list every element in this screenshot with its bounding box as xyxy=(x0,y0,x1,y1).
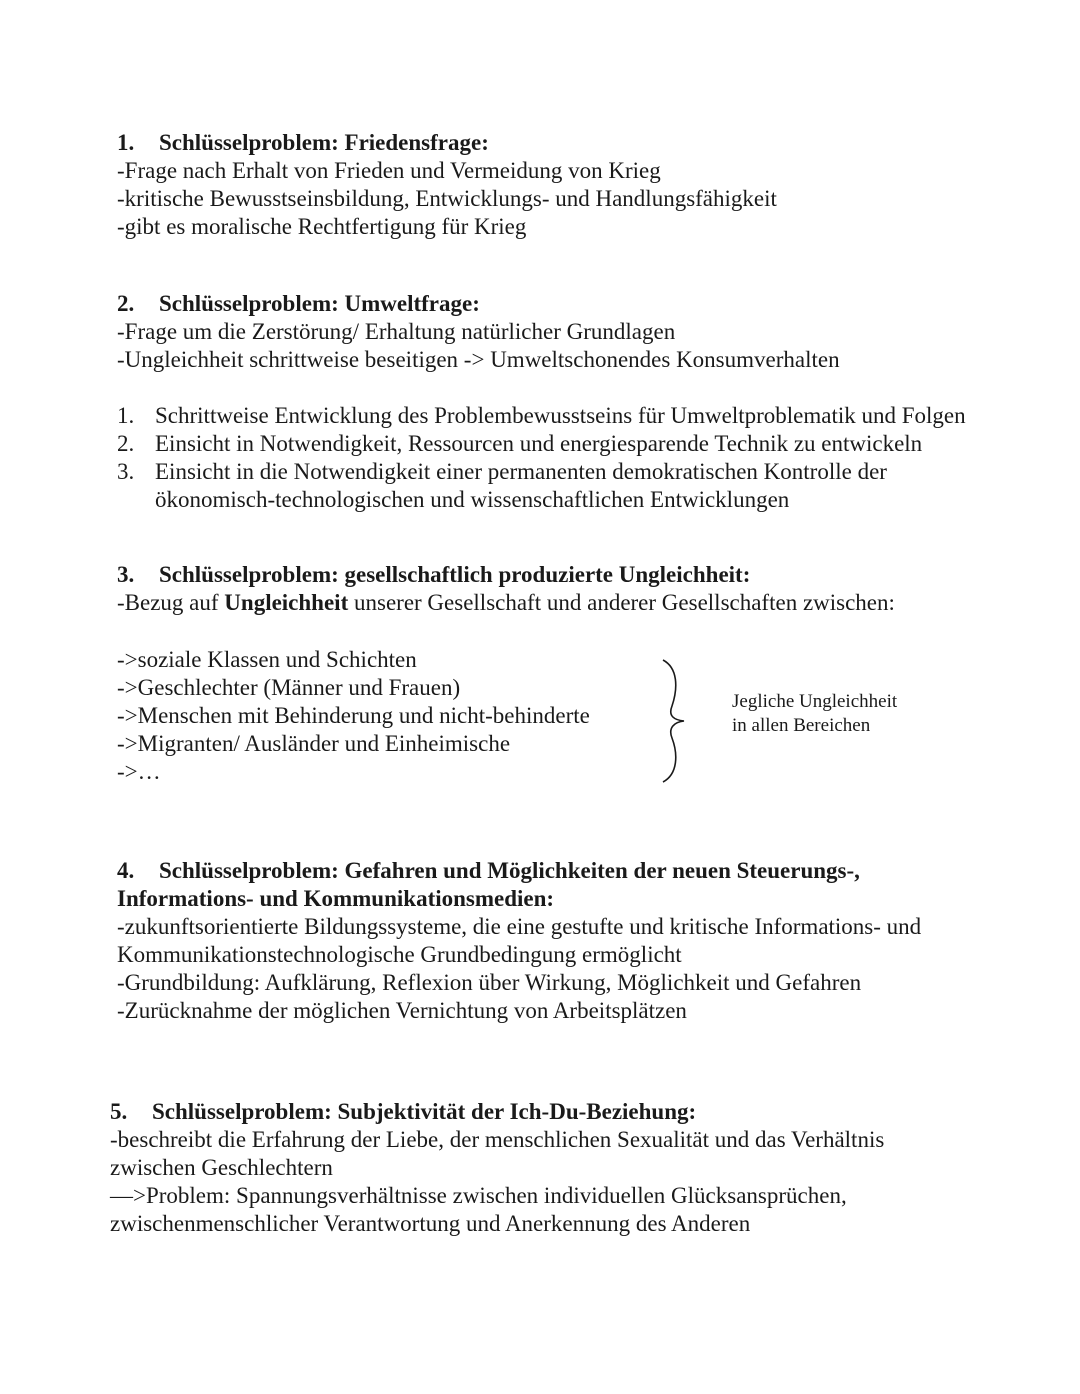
list-item xyxy=(117,402,966,430)
section-1-number: 1. xyxy=(117,130,135,155)
section-3-items xyxy=(117,646,590,786)
list-item-text: Einsicht in die Notwendigkeit einer permanenten demokratischen Kontrolle der xyxy=(155,459,887,484)
list-item-continuation: ökonomisch-technologischen und wissenschaftlichen Entwicklungen xyxy=(155,487,790,512)
section-5-number: 5. xyxy=(110,1099,128,1124)
section-3-number: 3. xyxy=(117,562,135,587)
section-5-line: zwischen Geschlechtern xyxy=(110,1155,333,1180)
section-4-heading xyxy=(117,857,921,885)
list-item: ->… xyxy=(117,759,161,784)
section-4-title: Schlüsselproblem: Gefahren und Möglichkeiten der neuen Steuerungs-, xyxy=(159,858,860,883)
brace-note xyxy=(732,690,897,738)
section-1-line: -Frage nach Erhalt von Frieden und Vermeidung von Krieg xyxy=(117,158,661,183)
section-5-heading xyxy=(110,1098,884,1126)
section-2-line: -Frage um die Zerstörung/ Erhaltung natürlicher Grundlagen xyxy=(117,319,676,344)
list-item-number: 2. xyxy=(117,431,135,456)
section-3 xyxy=(117,561,895,617)
list-item: ->Geschlechter (Männer und Frauen) xyxy=(117,675,461,700)
section-4-line: -Grundbildung: Aufklärung, Reflexion über Wirkung, Möglichkeit und Gefahren xyxy=(117,970,862,995)
section-1-line: -kritische Bewusstseinsbildung, Entwicklungs- und Handlungsfähigkeit xyxy=(117,186,777,211)
section-2-numbered-list xyxy=(117,402,966,514)
section-3-intro-emphasis: Ungleichheit xyxy=(224,590,349,615)
section-2 xyxy=(117,290,840,374)
section-5-line: —>Problem: Spannungsverhältnisse zwischen individuellen Glücksansprüchen, xyxy=(110,1183,847,1208)
section-4-number: 4. xyxy=(117,858,135,883)
section-3-intro-pre: -Bezug auf xyxy=(117,590,225,615)
section-4-line: -Zurücknahme der möglichen Vernichtung von Arbeitsplätzen xyxy=(117,998,687,1023)
brace-note-line: Jegliche Ungleichheit xyxy=(732,691,898,712)
section-3-intro-post: unserer Gesellschaft und anderer Gesellschaften zwischen: xyxy=(348,590,895,615)
section-5-title: Schlüsselproblem: Subjektivität der Ich-Du-Beziehung: xyxy=(152,1099,697,1124)
list-item-number: 3. xyxy=(117,459,135,484)
list-item: ->soziale Klassen und Schichten xyxy=(117,647,417,672)
list-item: ->Migranten/ Ausländer und Einheimische xyxy=(117,731,511,756)
section-4-title-continuation: Informations- und Kommunikationsmedien: xyxy=(117,886,555,911)
list-item-text: Einsicht in Notwendigkeit, Ressourcen und energiesparende Technik zu entwickeln xyxy=(155,431,923,456)
section-3-heading xyxy=(117,561,895,589)
list-item-number: 1. xyxy=(117,403,135,428)
section-2-number: 2. xyxy=(117,291,135,316)
curly-brace-icon xyxy=(658,658,688,784)
section-5-line: -beschreibt die Erfahrung der Liebe, der menschlichen Sexualität und das Verhältnis xyxy=(110,1127,885,1152)
section-5-line: zwischenmenschlicher Verantwortung und Anerkennung des Anderen xyxy=(110,1211,751,1236)
section-2-line: -Ungleichheit schrittweise beseitigen -> Umweltschonendes Konsumverhalten xyxy=(117,347,840,372)
section-2-heading xyxy=(117,290,840,318)
section-4-line: Kommunikationstechnologische Grundbedingung ermöglicht xyxy=(117,942,682,967)
list-item: ->Menschen mit Behinderung und nicht-behinderte xyxy=(117,703,590,728)
list-item-text: Schrittweise Entwicklung des Problembewusstseins für Umweltproblematik und Folgen xyxy=(155,403,966,428)
section-1-line: -gibt es moralische Rechtfertigung für Krieg xyxy=(117,214,527,239)
section-1-heading xyxy=(117,129,777,157)
section-4 xyxy=(117,857,921,1025)
section-4-line: -zukunftsorientierte Bildungssysteme, die eine gestufte und kritische Informations- und xyxy=(117,914,922,939)
section-1 xyxy=(117,129,777,241)
section-3-title: Schlüsselproblem: gesellschaftlich produzierte Ungleichheit: xyxy=(159,562,751,587)
section-2-title: Schlüsselproblem: Umweltfrage: xyxy=(159,291,480,316)
section-1-title: Schlüsselproblem: Friedensfrage: xyxy=(159,130,489,155)
section-3-intro xyxy=(117,589,895,617)
list-item xyxy=(117,458,966,486)
brace-note-line: in allen Bereichen xyxy=(732,715,871,736)
section-5 xyxy=(110,1098,884,1238)
list-item xyxy=(117,430,966,458)
